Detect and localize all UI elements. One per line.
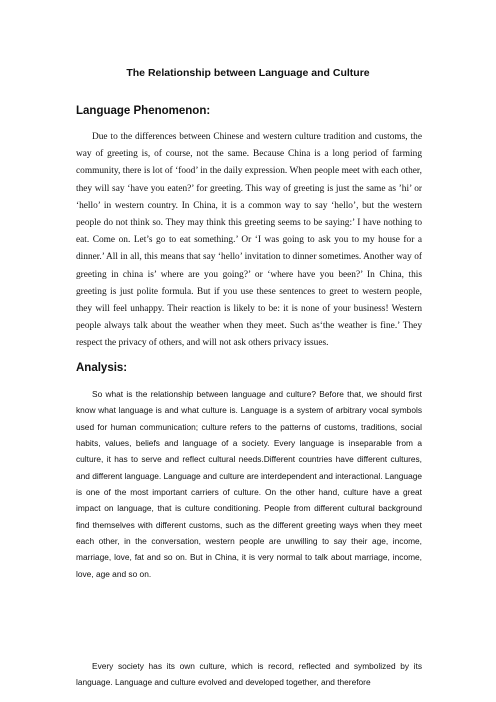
document-title: The Relationship between Language and Culture	[126, 67, 370, 79]
section-heading-analysis: Analysis:	[76, 362, 128, 374]
paragraph-language-phenomenon: Due to the differences between Chinese and western culture tradition and customs, the way of greeting is, of course, not the same. Because China is a long period of farming community, there is lot of ‘food’ in the daily expression. When people meet with each other, they will say ‘have you eaten?’ for greeting. This way of greeting is just the same as ’hi’ or ‘hello’ in western country. In China, it is a common way to say ‘hello’, but the western people do not think so. They may think this greeting seems to be saying:’ I have nothing to eat. Come on. Let’s go to eat something.’ Or ‘I was going to ask you to my house for a dinner.’ All in all, this means that say ‘hello’ invitation to dinner sometimes. Another way of greeting in china is’ where are you going?’ or ‘where have you been?’ In China, this greeting is just polite formula. But if you use these sentences to greet to western people, they will feel unhappy. Their reaction is likely to be: it is none of your business! Western people always talk about the weather when they meet. Such as‘the weather is fine.’ They respect the privacy of others, and will not ask others privacy issues.	[76, 132, 422, 349]
section-heading-language-phenomenon: Language Phenomenon:	[76, 105, 211, 117]
paragraph-analysis-1: So what is the relationship between language and culture? Before that, we should first know what language is and what culture is. Language is a system of arbitrary vocal symbols used for human communication; culture refers to the patterns of customs, traditions, social habits, values, beliefs and language of a society. Every language is inseparable from a culture, it has to serve and reflect cultural needs.Different countries have different cultures, and different language. Language and culture are interdependent and interactional. Language is one of the most important carriers of culture. On the other hand, culture have a great impact on language, that is culture conditioning. People from different cultural background find themselves with different customs, such as the different greeting ways when they meet each other, in the conversation, western people are unwilling to say their age, income, marriage, love, fat and so on. But in China, it is very normal to talk about marriage, income, love, age and so on.	[76, 389, 422, 579]
paragraph-analysis-2: Every society has its own culture, which is record, reflected and symbolized by its language. Language and culture evolved and developed together, and therefore	[76, 661, 422, 688]
